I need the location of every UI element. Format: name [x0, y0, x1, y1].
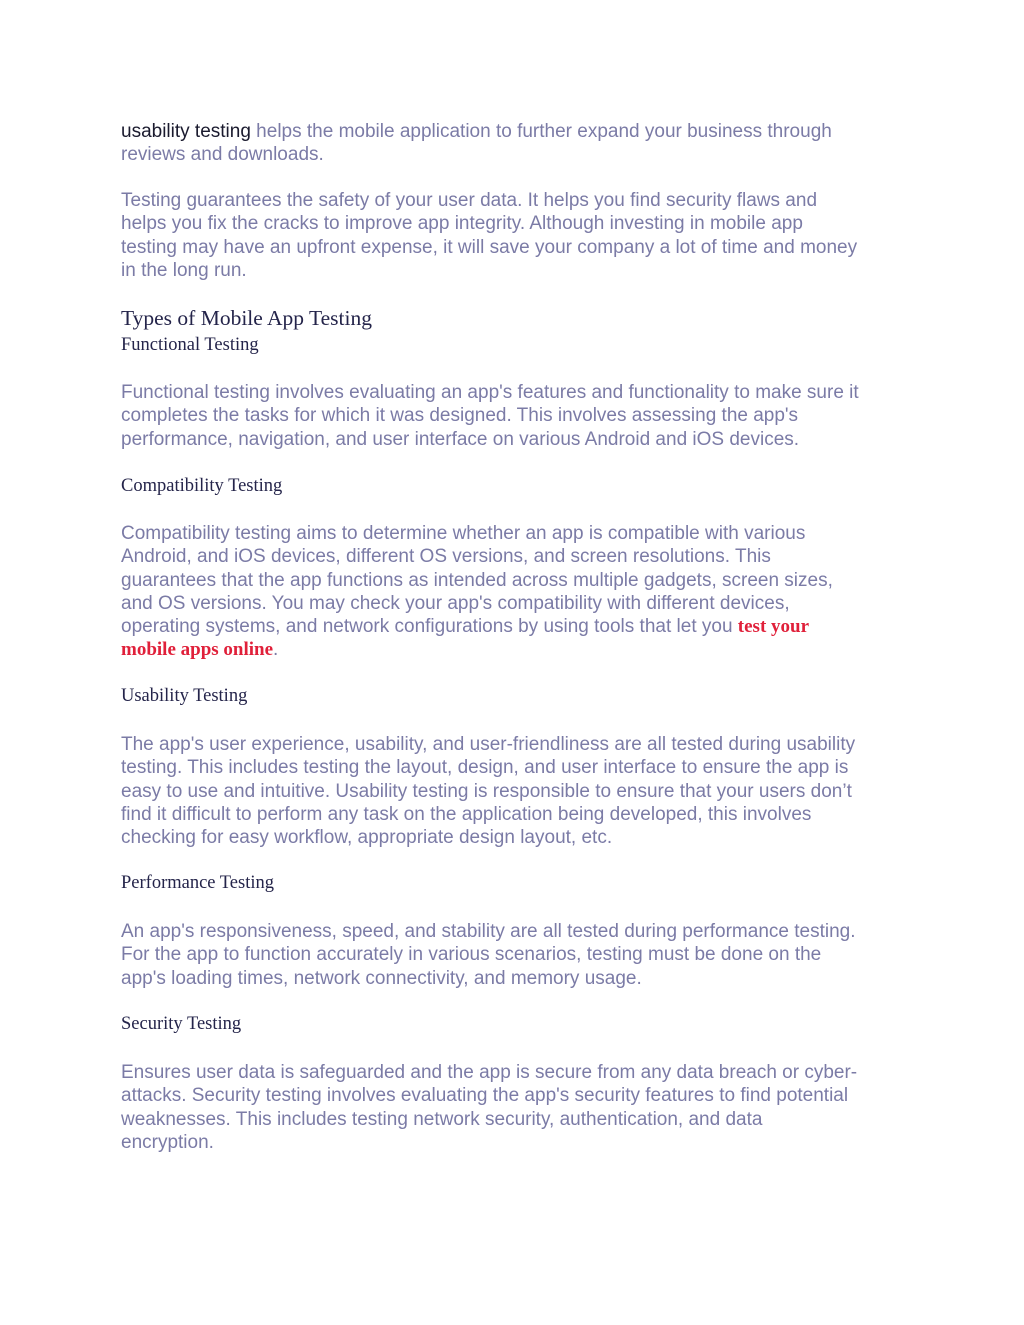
- mobile-apps-online-link[interactable]: mobile apps online: [121, 639, 274, 661]
- text-line: testing. This includes testing the layout, design, and user interface to ensure the app is: [121, 757, 849, 779]
- text-line-part: operating systems, and network configurations by using tools that let you: [121, 616, 738, 638]
- text-line: weaknesses. This includes testing network security, authentication, and data: [121, 1108, 763, 1130]
- performance-testing-heading: Performance Testing: [121, 873, 274, 893]
- compatibility-testing-paragraph: [121, 522, 911, 662]
- intro-line-1-text: helps the mobile application to further expand your business through: [250, 121, 832, 142]
- text-line: testing may have an upfront expense, it will save your company a lot of time and money: [121, 236, 858, 258]
- security-intro-paragraph: [121, 189, 911, 282]
- text-line-part: .: [273, 639, 279, 661]
- text-line: checking for easy workflow, appropriate design layout, etc.: [121, 827, 613, 849]
- text-line: and OS versions. You may check your app's compatibility with different devices,: [121, 592, 790, 614]
- text-line: Compatibility testing aims to determine whether an app is compatible with various: [121, 523, 806, 544]
- text-line: in the long run.: [121, 259, 247, 281]
- intro-line-2: reviews and downloads.: [121, 144, 324, 166]
- functional-testing-heading: Functional Testing: [121, 335, 259, 355]
- text-line: helps you fix the cracks to improve app integrity. Although investing in mobile app: [121, 213, 803, 235]
- intro-line-1: [121, 120, 911, 143]
- usability-testing-heading: Usability Testing: [121, 686, 248, 706]
- text-line: Testing guarantees the safety of your user data. It helps you find security flaws and: [121, 190, 818, 211]
- text-line: performance, navigation, and user interface on various Android and iOS devices.: [121, 428, 800, 450]
- text-line: easy to use and intuitive. Usability testing is responsible to ensure that your users don’t: [121, 780, 852, 802]
- security-testing-paragraph: [121, 1061, 911, 1154]
- text-line: encryption.: [121, 1131, 214, 1153]
- text-line: completes the tasks for which it was designed. This involves assessing the app's: [121, 405, 799, 427]
- text-line: Ensures user data is safeguarded and the app is secure from any data breach or cyber-: [121, 1062, 858, 1083]
- text-line: [121, 615, 911, 638]
- text-line: For the app to function accurately in various scenarios, testing must be done on the: [121, 944, 822, 966]
- text-line: Android, and iOS devices, different OS versions, and screen resolutions. This: [121, 546, 771, 568]
- intro-paragraph: [121, 120, 911, 167]
- performance-testing-paragraph: [121, 920, 911, 990]
- security-testing-heading: Security Testing: [121, 1014, 242, 1034]
- compatibility-testing-heading: Compatibility Testing: [121, 476, 283, 496]
- text-line: attacks. Security testing involves evaluating the app's security features to find potential: [121, 1085, 849, 1107]
- text-line: The app's user experience, usability, and user-friendliness are all tested during usability: [121, 734, 856, 755]
- text-line: Functional testing involves evaluating an app's features and functionality to make sure it: [121, 382, 859, 403]
- usability-testing-link[interactable]: usability testing: [121, 121, 251, 142]
- text-line: An app's responsiveness, speed, and stability are all tested during performance testing.: [121, 921, 856, 942]
- functional-testing-paragraph: [121, 381, 911, 451]
- usability-testing-paragraph: [121, 733, 911, 849]
- text-line: guarantees that the app functions as intended across multiple gadgets, screen sizes,: [121, 569, 833, 591]
- text-line: [121, 638, 911, 661]
- section-title: Types of Mobile App Testing: [121, 306, 372, 330]
- text-line: find it difficult to perform any task on the application being developed, this involves: [121, 803, 812, 825]
- text-line: app's loading times, network connectivity, and memory usage.: [121, 967, 642, 989]
- test-your-link[interactable]: test your: [737, 616, 810, 638]
